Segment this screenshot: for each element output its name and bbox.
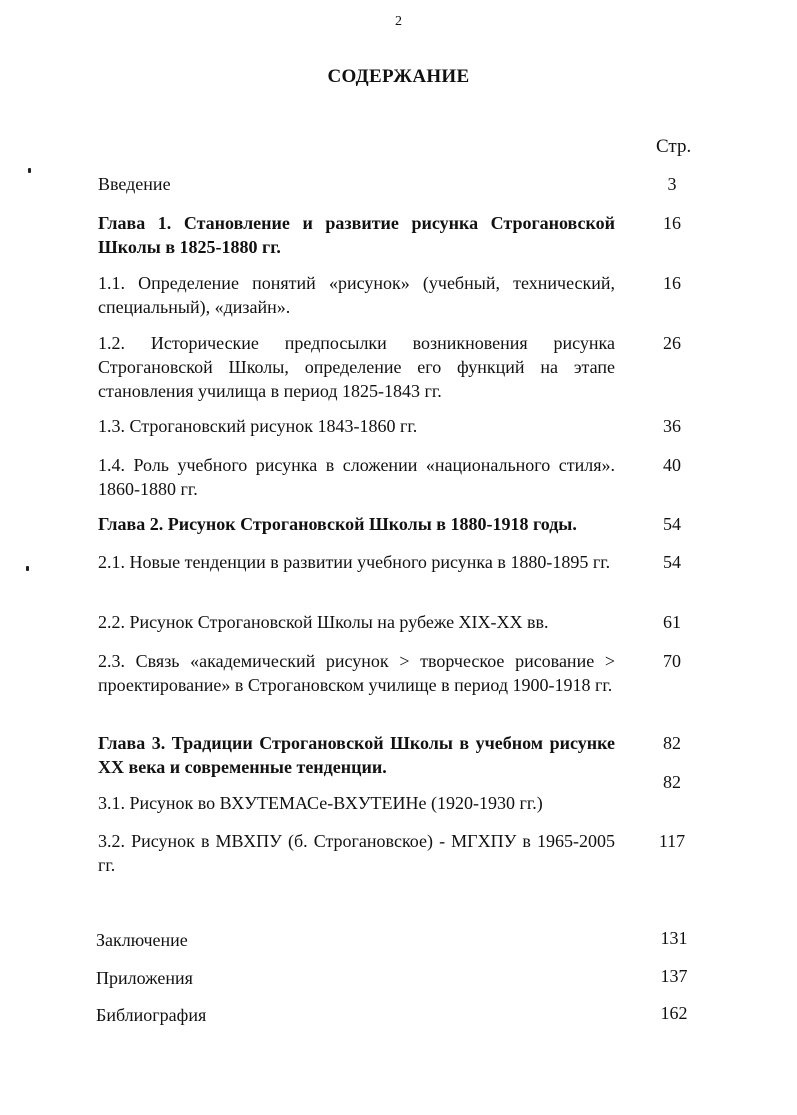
toc-entry-2-2[interactable] [98, 610, 615, 634]
page-number: 2 [395, 14, 402, 29]
toc-page-number: 54 [663, 552, 681, 572]
toc-page-number: 117 [658, 831, 686, 851]
scan-speck [28, 168, 31, 173]
toc-entry-label: 2.2. Рисунок Строгановской Школы на рубеже XIX-XX вв. [98, 612, 549, 632]
toc-entry-label: 1.2. Исторические предпосылки возникновения рисунка Строгановской Школы, определение его функций на этапе становления училища в период 1825-1843 гг. [98, 333, 615, 401]
toc-entry-chapter-2[interactable] [98, 512, 615, 536]
toc-entry-conclusion[interactable]: Заключение [96, 930, 188, 950]
toc-entry-1-1[interactable] [98, 271, 615, 319]
toc-entry-label: 3.2. Рисунок в МВХПУ (б. Строгановское) - МГХПУ в 1965-2005 гг. [98, 831, 615, 875]
toc-entry-1-2[interactable] [98, 331, 615, 403]
toc-page-number: 137 [660, 966, 688, 986]
scan-speck [26, 566, 29, 571]
toc-entry-2-1[interactable] [98, 550, 615, 574]
toc-page-number: 82 [663, 772, 681, 792]
page-column-header: Стр. [656, 136, 692, 157]
toc-page-number: 40 [663, 455, 681, 475]
toc-entry-appendices[interactable]: Приложения [96, 968, 193, 988]
toc-page-number: 16 [663, 213, 681, 233]
toc-entry-label: 3.1. Рисунок во ВХУТЕМАСе-ВХУТЕИНе (1920-1930 гг.) [98, 793, 543, 813]
toc-entry-label: 1.1. Определение понятий «рисунок» (учебный, технический, специальный), «дизайн». [98, 273, 615, 317]
toc-page-number: 3 [667, 174, 677, 194]
toc-page-number: 70 [663, 651, 681, 671]
toc-entry-label: Глава 2. Рисунок Строгановской Школы в 1880-1918 годы. [98, 514, 577, 534]
toc-entry-label: 2.3. Связь «академический рисунок > творческое рисование > проектирование» в Строгановском училище в период 1900-1918 гг. [98, 651, 615, 695]
toc-page-number: 61 [663, 612, 681, 632]
toc-entry-label: 2.1. Новые тенденции в развитии учебного рисунка в 1880-1895 гг. [98, 552, 611, 572]
toc-entry-3-1[interactable] [98, 791, 615, 815]
toc-page-number: 131 [660, 928, 688, 948]
toc-page-number: 36 [663, 416, 681, 436]
toc-entry-2-3[interactable] [98, 649, 615, 697]
toc-entry-bibliography[interactable]: Библиография [96, 1005, 207, 1025]
toc-entry-label: Глава 3. Традиции Строгановской Школы в учебном рисунке XX века и современные тенденции. [98, 733, 615, 777]
toc-entry-introduction[interactable] [98, 172, 615, 196]
toc-entry-label: 1.3. Строгановский рисунок 1843-1860 гг. [98, 416, 418, 436]
toc-page-number: 26 [663, 333, 681, 353]
toc-page-number: 82 [663, 733, 681, 753]
toc-entry-chapter-3[interactable] [98, 731, 615, 779]
toc-page-number: 54 [663, 514, 681, 534]
page-title: СОДЕРЖАНИЕ [327, 66, 470, 87]
toc-entry-1-3[interactable] [98, 414, 615, 438]
toc-entry-3-2[interactable] [98, 829, 615, 877]
toc-entry-1-4[interactable] [98, 453, 615, 501]
toc-entry-label: 1.4. Роль учебного рисунка в сложении «национального стиля». 1860-1880 гг. [98, 455, 615, 499]
toc-entry-label: Введение [98, 174, 171, 194]
toc-page-number: 16 [663, 273, 681, 293]
toc-entry-chapter-1[interactable] [98, 211, 615, 259]
toc-entry-label: Глава 1. Становление и развитие рисунка Строгановской Школы в 1825-1880 гг. [98, 213, 615, 257]
toc-page-number: 162 [660, 1003, 688, 1023]
